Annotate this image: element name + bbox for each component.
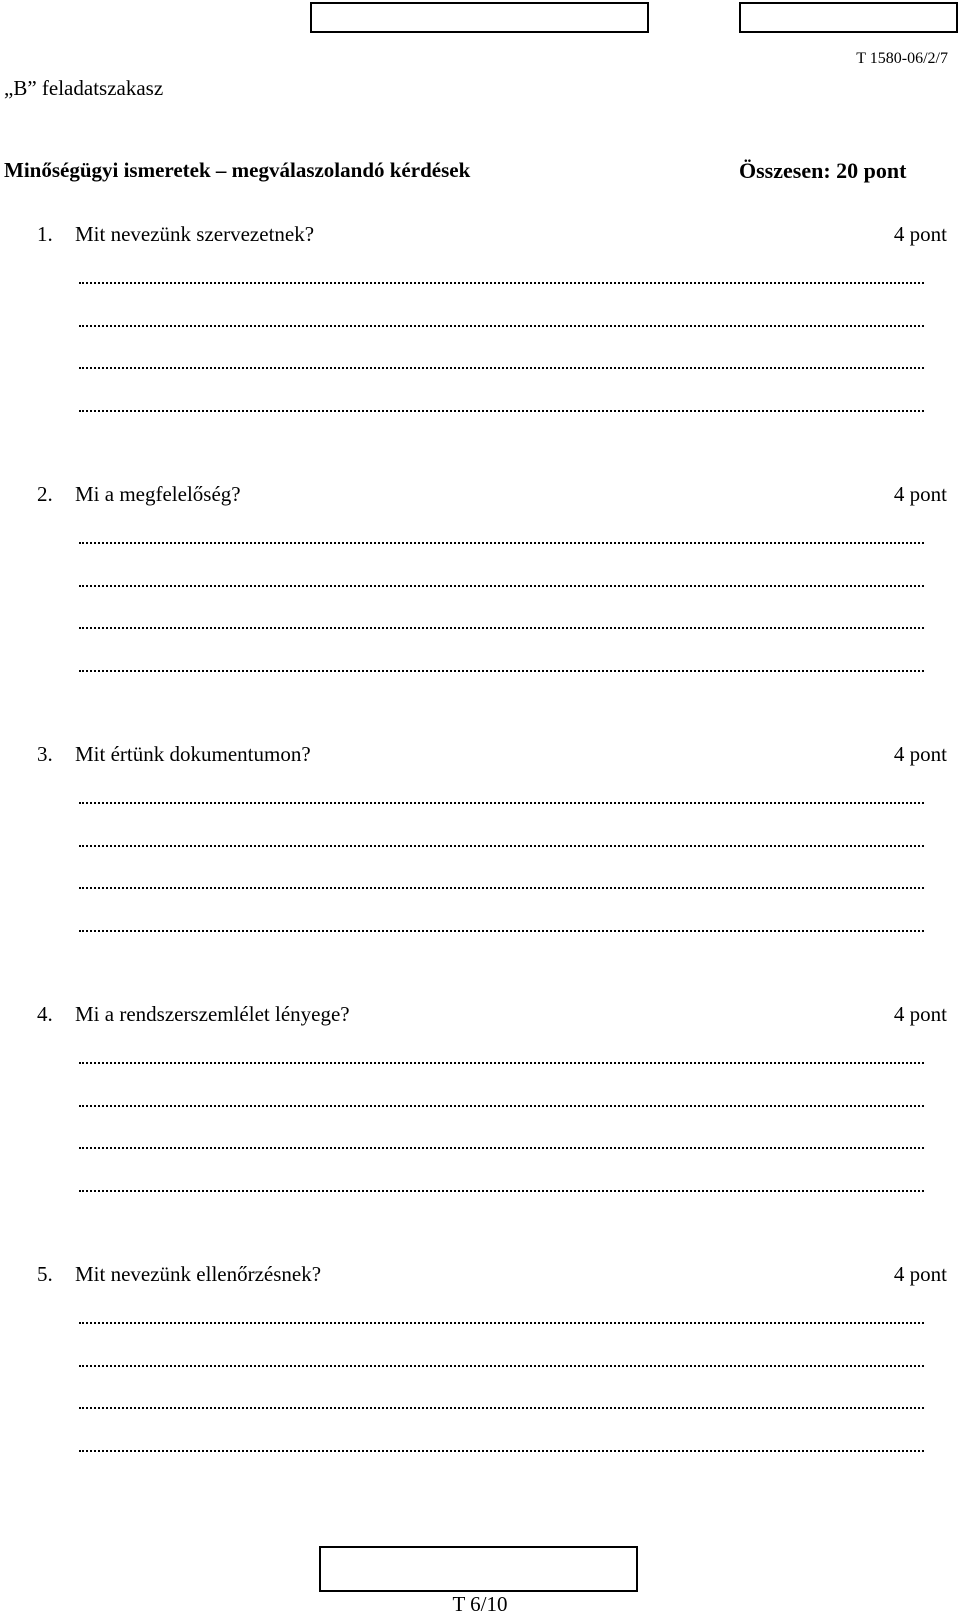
page-number: T 6/10: [452, 1592, 508, 1616]
answer-line[interactable]: [79, 1105, 924, 1107]
answer-line[interactable]: [79, 367, 924, 369]
question-text: Mit értünk dokumentumon?: [75, 742, 311, 766]
answer-line[interactable]: [79, 410, 924, 412]
answer-line[interactable]: [79, 1190, 924, 1192]
answer-line[interactable]: [79, 930, 924, 932]
question-points: 4 pont: [893, 1002, 947, 1026]
question-number: 2.: [37, 482, 53, 506]
question-number: 3.: [37, 742, 53, 766]
answer-line[interactable]: [79, 627, 924, 629]
question-points: 4 pont: [893, 742, 947, 766]
total-points: Összesen: 20 pont: [739, 158, 907, 183]
question-text: Mi a rendszerszemlélet lényege?: [75, 1002, 350, 1026]
question-3: [37, 742, 947, 942]
answer-line[interactable]: [79, 1147, 924, 1149]
question-1: [37, 222, 947, 422]
answer-line[interactable]: [79, 802, 924, 804]
answer-line[interactable]: [79, 670, 924, 672]
answer-line[interactable]: [79, 845, 924, 847]
answer-line[interactable]: [79, 1450, 924, 1452]
question-text: Mit nevezünk ellenőrzésnek?: [75, 1262, 322, 1286]
question-points: 4 pont: [893, 482, 947, 506]
document-code: T 1580-06/2/7: [856, 50, 948, 67]
section-subtitle: Minőségügyi ismeretek – megválaszolandó kérdések: [4, 158, 471, 182]
section-title: „B” feladatszakasz: [4, 76, 164, 100]
answer-line[interactable]: [79, 282, 924, 284]
question-2: [37, 482, 947, 682]
answer-line[interactable]: [79, 887, 924, 889]
question-points: 4 pont: [893, 222, 947, 246]
question-5: [37, 1262, 947, 1462]
answer-line[interactable]: [79, 1062, 924, 1064]
score-box-bottom: [319, 1546, 638, 1592]
question-4: [37, 1002, 947, 1202]
question-points: 4 pont: [893, 1262, 947, 1286]
question-number: 1.: [37, 222, 53, 246]
answer-line[interactable]: [79, 325, 924, 327]
score-box-left: [310, 2, 649, 33]
question-number: 4.: [37, 1002, 53, 1026]
answer-line[interactable]: [79, 585, 924, 587]
question-number: 5.: [37, 1262, 53, 1286]
answer-line[interactable]: [79, 542, 924, 544]
score-box-right: [739, 2, 958, 33]
answer-line[interactable]: [79, 1322, 924, 1324]
question-text: Mit nevezünk szervezetnek?: [75, 222, 315, 246]
answer-line[interactable]: [79, 1407, 924, 1409]
question-text: Mi a megfelelőség?: [75, 482, 241, 506]
answer-line[interactable]: [79, 1365, 924, 1367]
